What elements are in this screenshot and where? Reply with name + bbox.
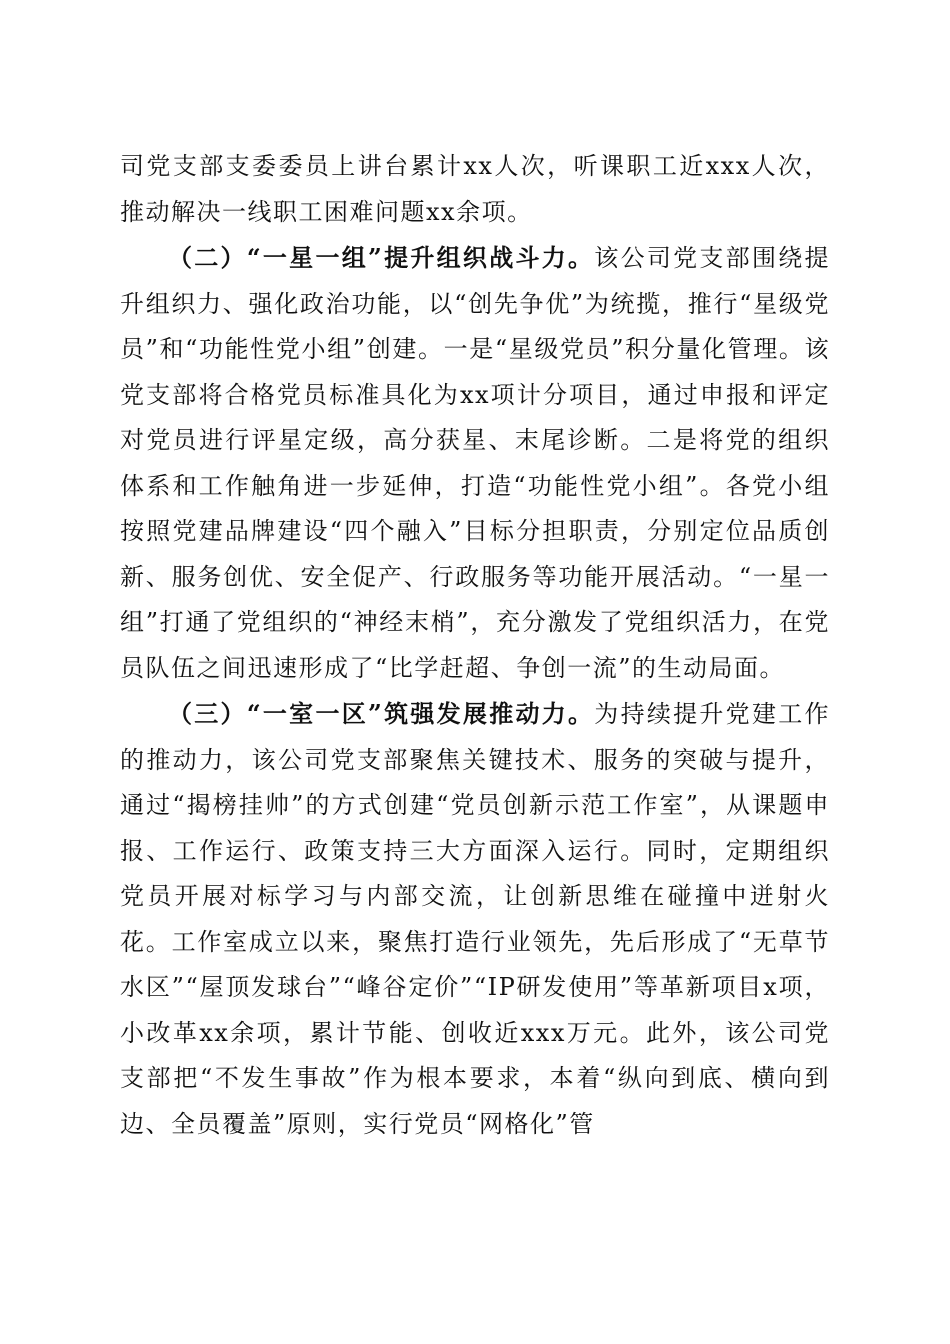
paragraph-1-text: 司党支部支委委员上讲台累计xx人次，听课职工近xxx人次，推动解决一线职工困难问题xx余项。 xyxy=(120,152,830,226)
section-3-text: 为持续提升党建工作的推动力，该公司党支部聚焦关键技术、服务的突破与提升，通过“揭榜挂帅”的方式创建“党员创新示范工作室”，从课题申报、工作运行、政策支持三大方面深入运行。同时，定期组织党员开展对标学习与内部交流，让创新思维在碰撞中迸射火花。工作室成立以来，聚焦打造行业领先，先后形成了“无草节水区”“屋顶发球台”“峰谷定价”“IP研发使用”等革新项目x项，小改革xx余项，累计节能、创收近xxx万元。此外，该公司党支部把“不发生事故”作为根本要求，本着“纵向到底、横向到边、全员覆盖”原则，实行党员“网格化”管 xyxy=(120,700,831,1138)
document-body xyxy=(120,144,830,1147)
section-3-heading: （三）“一室一区”筑强发展推动力。 xyxy=(168,699,595,728)
paragraph-continuation xyxy=(120,144,830,235)
section-2-heading: （二）“一星一组”提升组织战斗力。 xyxy=(168,243,595,272)
paragraph-section-3 xyxy=(120,691,830,1147)
section-2-text: 该公司党支部围绕提升组织力、强化政治功能，以“创先争优”为统揽，推行“星级党员”和“功能性党小组”创建。一是“星级党员”积分量化管理。该党支部将合格党员标准具化为xx项计分项目，通过申报和评定对党员进行评星定级，高分获星、末尾诊断。二是将党的组织体系和工作触角进一步延伸，打造“功能性党小组”。各党小组按照党建品牌建设“四个融入”目标分担职责，分别定位品质创新、服务创优、安全促产、行政服务等功能开展活动。“一星一组”打通了党组织的“神经末梢”，充分激发了党组织活力，在党员队伍之间迅速形成了“比学赶超、争创一流”的生动局面。 xyxy=(120,244,831,682)
paragraph-section-2 xyxy=(120,235,830,691)
